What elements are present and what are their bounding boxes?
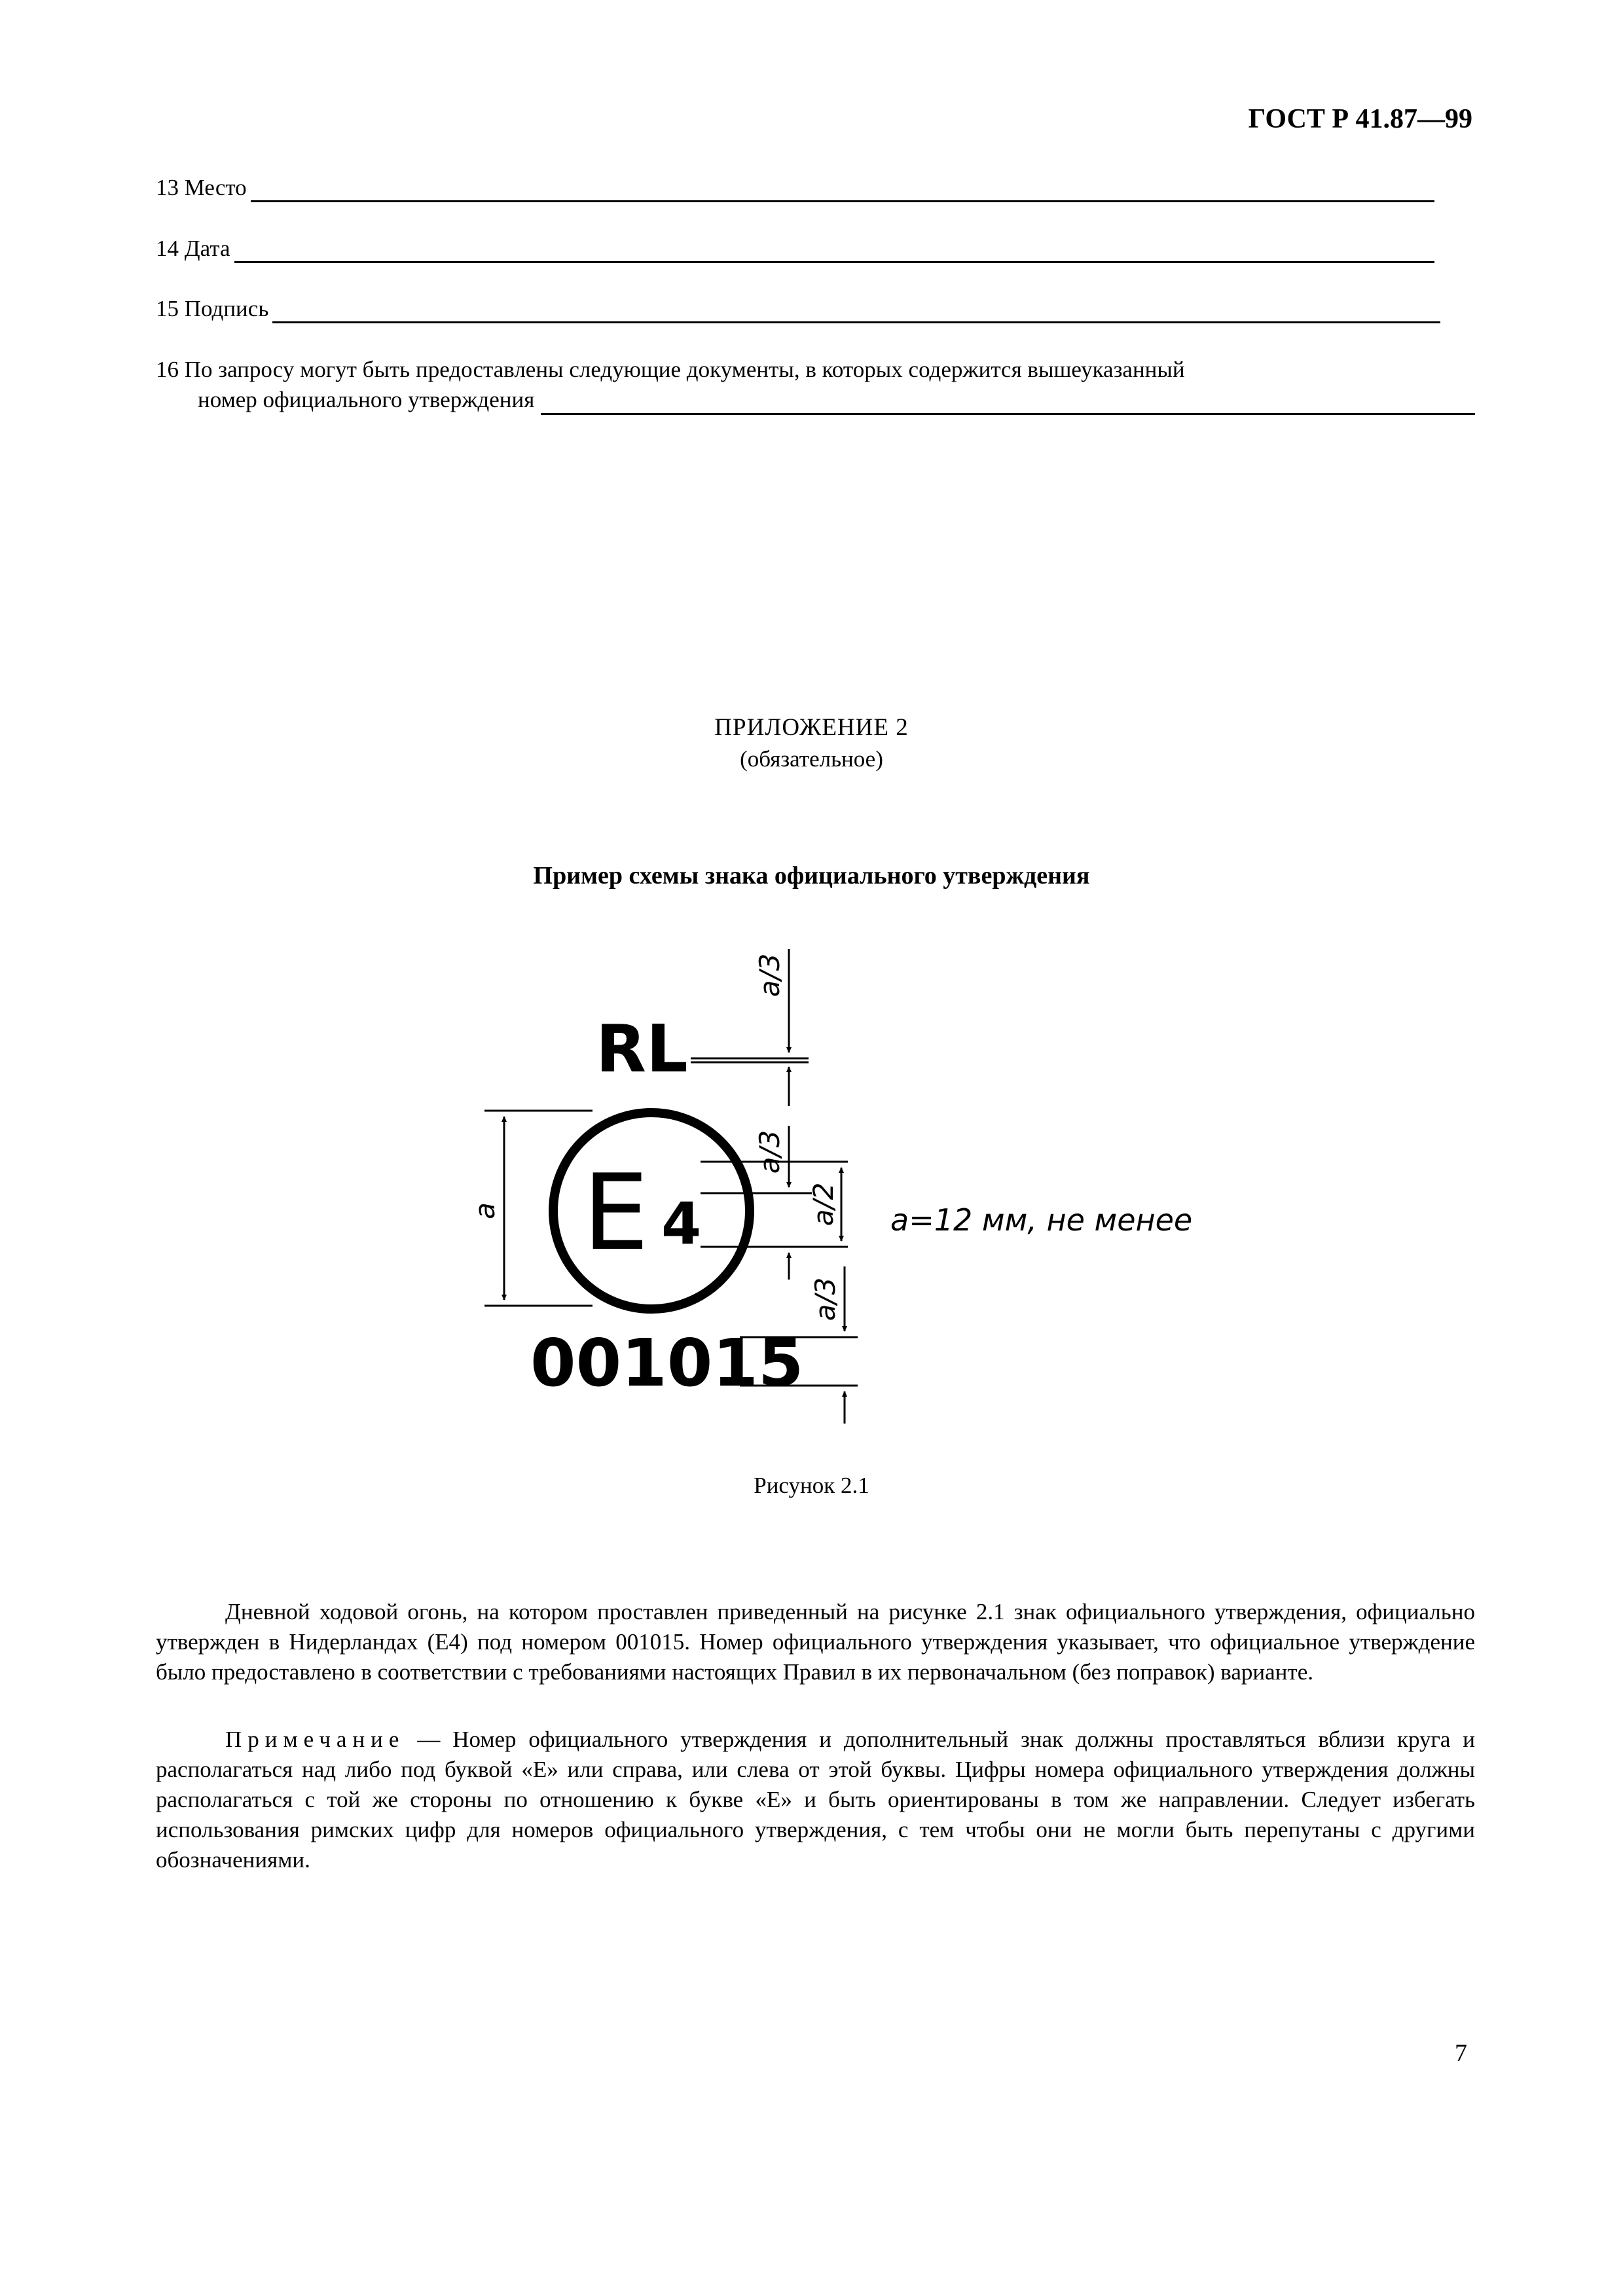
note-label: Примечание: [225, 1727, 405, 1752]
dim-label-a3: a/3: [754, 1130, 786, 1174]
figure-approval-number: 001015: [530, 1325, 804, 1401]
dim-label-a: a: [469, 1202, 501, 1219]
signature-blank[interactable]: [272, 298, 1440, 323]
field-documents-text-2: номер официального утверждения: [198, 387, 535, 412]
note-paragraph: [156, 1725, 1475, 1875]
field-label-date: Дата: [184, 236, 230, 261]
figure-caption: Рисунок 2.1: [754, 1473, 869, 1498]
dim-label-a3: a/3: [809, 1277, 841, 1321]
appendix-title: ПРИЛОЖЕНИЕ 2: [714, 714, 909, 741]
field-documents-text: По запросу могут быть предоставлены следующие документы, в которых содержится вышеуказанный: [184, 357, 1185, 382]
documents-blank[interactable]: [541, 389, 1475, 415]
field-label-place: Место: [184, 175, 247, 200]
paragraph: Дневной ходовой огонь, на котором проставлен приведенный на рисунке 2.1 знак официального утверждения, официально утвержден в Нидерландах (E4) под номером 001015. Номер официального утверждения указывает, что официальное утверждение было предоставлено в соответствии с требованиями настоящих Правил в их первоначальном (без поправок) варианте.: [156, 1599, 1475, 1685]
section-title: Пример схемы знака официального утверждения: [533, 862, 1090, 889]
field-number: 15: [156, 296, 179, 321]
field-place-line: [156, 173, 1434, 202]
page-number: 7: [1455, 2039, 1467, 2067]
date-blank[interactable]: [234, 238, 1434, 263]
field-documents: [156, 355, 1475, 415]
field-date-line: [156, 234, 1434, 263]
field-number: 16: [156, 357, 179, 382]
document-code: ГОСТ Р 41.87—99: [1248, 104, 1472, 134]
figure-circle-number: 4: [661, 1190, 702, 1257]
place-blank[interactable]: [251, 177, 1434, 202]
note-text: — Номер официального утверждения и дополнительный знак должны проставляться вблизи круга и располагаться над либо под буквой «E» или справа, или слева от этой буквы. Цифры номера официального утверждения должны располагаться с той же стороны по отношению к букве «E» и быть ориентированы в том же направлении. Следует избегать использования римских цифр для номеров официального утверждения, с тем чтобы они не могли быть перепутаны с другими обозначениями.: [156, 1727, 1475, 1873]
dim-label-a2: a/2: [807, 1182, 839, 1227]
field-signature-line: [156, 295, 1440, 323]
dim-label-a3: a/3: [754, 953, 786, 997]
field-number: 14: [156, 236, 179, 261]
figure-top-label: RL: [596, 1011, 688, 1087]
appendix-subtitle: (обязательное): [740, 746, 883, 772]
figure-size-note: a=12 мм, не менее: [890, 1202, 1193, 1238]
field-number: 13: [156, 175, 179, 200]
approval-circle: [553, 1113, 750, 1309]
field-label-signature: Подпись: [184, 296, 269, 321]
figure-circle-letter: E: [583, 1151, 649, 1274]
